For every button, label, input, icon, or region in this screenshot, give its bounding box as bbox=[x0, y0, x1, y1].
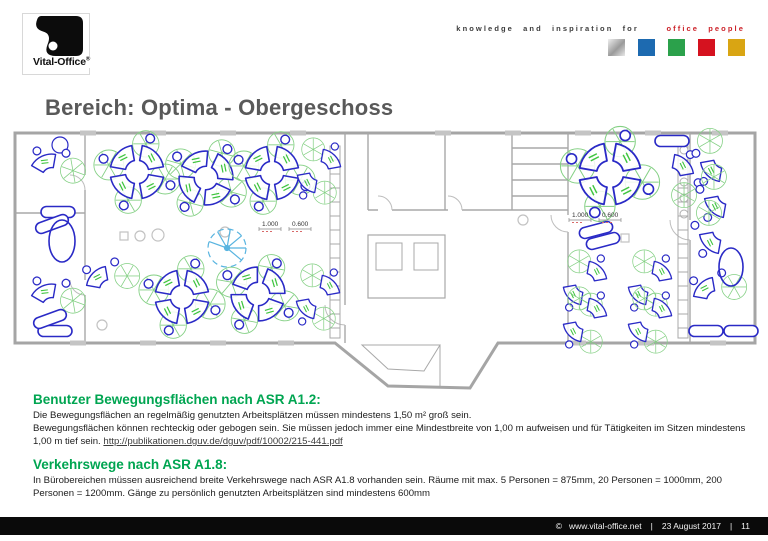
page-title: Bereich: Optima - Obergeschoss bbox=[45, 94, 394, 120]
brand-square bbox=[728, 39, 745, 56]
footer-separator: | bbox=[650, 521, 653, 531]
brand-tagline bbox=[456, 24, 745, 56]
section-asr-a18 bbox=[33, 457, 755, 500]
floor-plan bbox=[10, 120, 760, 398]
furniture-cluster bbox=[692, 128, 722, 185]
furniture-cluster bbox=[94, 131, 180, 214]
brand-square bbox=[668, 39, 685, 56]
footer-url: www.vital-office.net bbox=[569, 521, 642, 531]
footer-copyright: © bbox=[555, 521, 563, 531]
furniture-cluster bbox=[229, 132, 315, 215]
section1-heading: Benutzer Bewegungsflächen nach ASR A1.2: bbox=[33, 392, 321, 407]
footer-separator: | bbox=[729, 521, 733, 531]
vital-office-logo bbox=[22, 13, 172, 75]
section2-paragraph: In Bürobereichen müssen ausreichend breite Verkehrswege nach ASR A1.8 vorhanden sein. Räume mit max. 5 Personen = 875mm, 20 Personen = 1000mm, 200 Personen = 1200mm. Gänge zu persönlich genutzten Arbeitsplätzen sind mindestens 600mm bbox=[33, 475, 723, 499]
floor-plan-svg bbox=[10, 120, 760, 398]
regulation-text-block bbox=[33, 392, 755, 500]
furniture-cluster bbox=[296, 264, 339, 330]
furniture-cluster bbox=[560, 126, 659, 221]
section2-heading: Verkehrswege nach ASR A1.8: bbox=[33, 457, 228, 472]
footer-bar bbox=[0, 517, 768, 535]
brand-square bbox=[698, 39, 715, 56]
footer-page-number: 11 bbox=[741, 521, 750, 531]
logo-yinyang-icon bbox=[32, 15, 84, 59]
brand-square bbox=[608, 39, 625, 56]
footer-date: 23 August 2017 bbox=[661, 521, 721, 531]
logo-wordmark: Vital-Office® bbox=[33, 56, 91, 68]
svg-text:0.600: 0.600 bbox=[602, 212, 619, 219]
section1-paragraph2: Bewegungsflächen können rechteckig oder gebogen sein. Sie müssen jedoch immer eine Mindestbreite von 1,00 m aufweisen und für Tätigkeiten im Sitzen mindestens 1,00 m tief sein. http://publikationen.dguv.de/dguv/pdf/10002/215-441.pdf bbox=[33, 423, 746, 447]
svg-text:1.000: 1.000 bbox=[262, 221, 279, 228]
furniture-cluster bbox=[83, 258, 140, 288]
tagline-red-text: office people bbox=[666, 24, 745, 33]
section-asr-a12 bbox=[33, 392, 755, 448]
dguv-pdf-link[interactable]: http://publikationen.dguv.de/dguv/pdf/10002/215-441.pdf bbox=[103, 436, 343, 447]
furniture-cluster bbox=[154, 127, 259, 229]
brand-color-squares bbox=[456, 39, 745, 56]
tagline-gray-text: knowledge and inspiration for bbox=[456, 24, 639, 33]
svg-text:0.600: 0.600 bbox=[292, 221, 309, 228]
furniture-cluster bbox=[208, 246, 307, 342]
furniture-cluster bbox=[690, 269, 747, 299]
furniture-cluster bbox=[297, 138, 340, 204]
svg-text:1.000: 1.000 bbox=[572, 212, 589, 219]
furniture-cluster bbox=[139, 256, 225, 339]
fan-object bbox=[208, 229, 246, 267]
section1-paragraph1: Die Bewegungsflächen an regelmäßig genutzten Arbeitsplätzen müssen mindestens 1,50 m² groß sein. bbox=[33, 410, 472, 421]
brand-square bbox=[638, 39, 655, 56]
